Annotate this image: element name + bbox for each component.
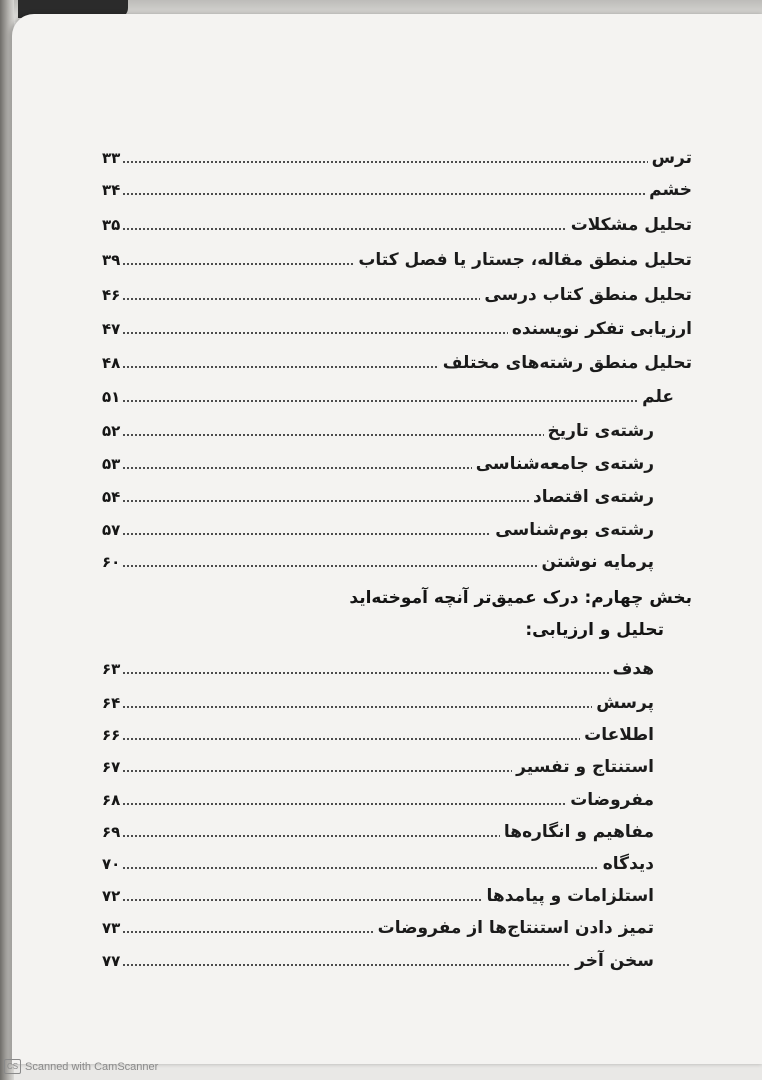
toc-entry-title: دیدگاه [602, 854, 654, 874]
toc-page-number: ۴۶ [102, 286, 121, 304]
toc-leader-dots [122, 161, 647, 163]
toc-leader-dots [122, 803, 566, 805]
toc-page-number: ۷۷ [102, 952, 121, 970]
subsection-heading: تحلیل و ارزیابی: [525, 620, 664, 640]
toc-entry-title: ارزیابی تفکر نویسنده [511, 319, 692, 339]
toc-entry [102, 850, 654, 878]
toc-leader-dots [122, 332, 508, 334]
toc-entry [102, 882, 654, 910]
toc-leader-dots [122, 263, 354, 265]
toc-entry [102, 914, 654, 942]
toc-page-number: ۶۶ [102, 726, 121, 744]
toc-page-number: ۷۲ [102, 887, 121, 905]
toc-entry-title: رشته‌ی تاریخ [547, 421, 654, 441]
toc-leader-dots [122, 835, 500, 837]
toc-entry [102, 144, 692, 172]
toc-entry [102, 689, 654, 717]
toc-entry [102, 483, 654, 511]
toc-entry-title: ترس [651, 148, 692, 168]
toc-page-number: ۵۴ [102, 488, 121, 506]
toc-page-number: ۴۸ [102, 354, 121, 372]
toc-leader-dots [122, 366, 438, 368]
toc-entry-title: استنتاج و تفسیر [516, 757, 654, 777]
toc-entry [102, 246, 692, 274]
toc-entry-title: پرسش [596, 693, 654, 713]
toc-leader-dots [122, 565, 537, 567]
toc-page-number: ۶۴ [102, 694, 121, 712]
toc-leader-dots [122, 706, 592, 708]
toc-page-number: ۳۵ [102, 216, 121, 234]
toc-page-number: ۶۹ [102, 823, 121, 841]
toc-page-number: ۵۱ [102, 388, 121, 406]
toc-entry [102, 818, 654, 846]
toc-entry-title: هدف [612, 659, 654, 679]
toc-leader-dots [122, 899, 482, 901]
toc-entry-title: تحلیل منطق کتاب درسی [484, 285, 692, 305]
toc-entry-title: استلزامات و پیامدها [486, 886, 654, 906]
toc-leader-dots [122, 672, 608, 674]
toc-page-number: ۶۸ [102, 791, 121, 809]
toc-entry-title: تمیز دادن استنتاج‌ها از مفروضات [377, 918, 654, 938]
book-page [12, 14, 762, 1064]
camscanner-logo-icon: CS [4, 1059, 21, 1074]
toc-entry-title: رشته‌ی اقتصاد [532, 487, 654, 507]
toc-entry-title: رشته‌ی جامعه‌شناسی [475, 454, 654, 474]
toc-page-number: ۷۳ [102, 919, 121, 937]
toc-entry-title: رشته‌ی بوم‌شناسی [495, 520, 654, 540]
toc-leader-dots [122, 931, 373, 933]
toc-page-number: ۳۳ [102, 149, 121, 167]
toc-leader-dots [122, 533, 491, 535]
toc-leader-dots [122, 500, 529, 502]
toc-page-number: ۵۷ [102, 521, 121, 539]
toc-entry-title: سخن آخر [575, 951, 654, 971]
toc-leader-dots [122, 298, 480, 300]
toc-entry-title: خشم [649, 180, 692, 200]
toc-entry-title: مفروضات [570, 790, 654, 810]
toc-entry-title: اطلاعات [584, 725, 654, 745]
watermark-text: Scanned with CamScanner [25, 1060, 159, 1073]
toc-leader-dots [122, 738, 580, 740]
toc-entry [102, 315, 692, 343]
toc-leader-dots [122, 867, 598, 869]
toc-entry [102, 753, 654, 781]
toc-entry-title: تحلیل منطق مقاله، جستار یا فصل کتاب [358, 250, 692, 270]
toc-leader-dots [122, 434, 543, 436]
toc-entry-title: تحلیل منطق رشته‌های مختلف [442, 353, 692, 373]
toc-entry [102, 211, 692, 239]
toc-leader-dots [122, 770, 512, 772]
toc-entry-title: پرمایه نوشتن [541, 552, 654, 572]
toc-entry [102, 947, 654, 975]
toc-entry [102, 548, 654, 576]
toc-entry-title: علم [642, 387, 674, 407]
toc-page-number: ۶۷ [102, 758, 121, 776]
toc-entry-title: تحلیل مشکلات [570, 215, 692, 235]
toc-leader-dots [122, 228, 566, 230]
toc-page-number: ۳۴ [102, 181, 121, 199]
toc-page-number: ۴۷ [102, 320, 121, 338]
toc-entry [102, 450, 654, 478]
toc-entry [102, 383, 674, 411]
toc-entry [102, 349, 692, 377]
section-heading: بخش چهارم: درک عمیق‌تر آنچه آموخته‌اید [349, 588, 692, 608]
toc-entry [102, 417, 654, 445]
toc-leader-dots [122, 400, 638, 402]
toc-entry [102, 655, 654, 683]
toc-page-number: ۶۰ [102, 553, 121, 571]
scanner-watermark [4, 1059, 158, 1074]
toc-entry [102, 176, 692, 204]
toc-page-number: ۳۹ [102, 251, 121, 269]
toc-leader-dots [122, 467, 471, 469]
toc-page-number: ۷۰ [102, 855, 121, 873]
toc-page-number: ۵۲ [102, 422, 121, 440]
toc-entry [102, 786, 654, 814]
toc-entry [102, 721, 654, 749]
toc-leader-dots [122, 193, 645, 195]
toc-entry-title: مفاهیم و انگاره‌ها [503, 822, 654, 842]
toc-page-number: ۵۳ [102, 455, 121, 473]
toc-entry [102, 516, 654, 544]
toc-page-number: ۶۳ [102, 660, 121, 678]
toc-entry [102, 281, 692, 309]
toc-leader-dots [122, 964, 571, 966]
